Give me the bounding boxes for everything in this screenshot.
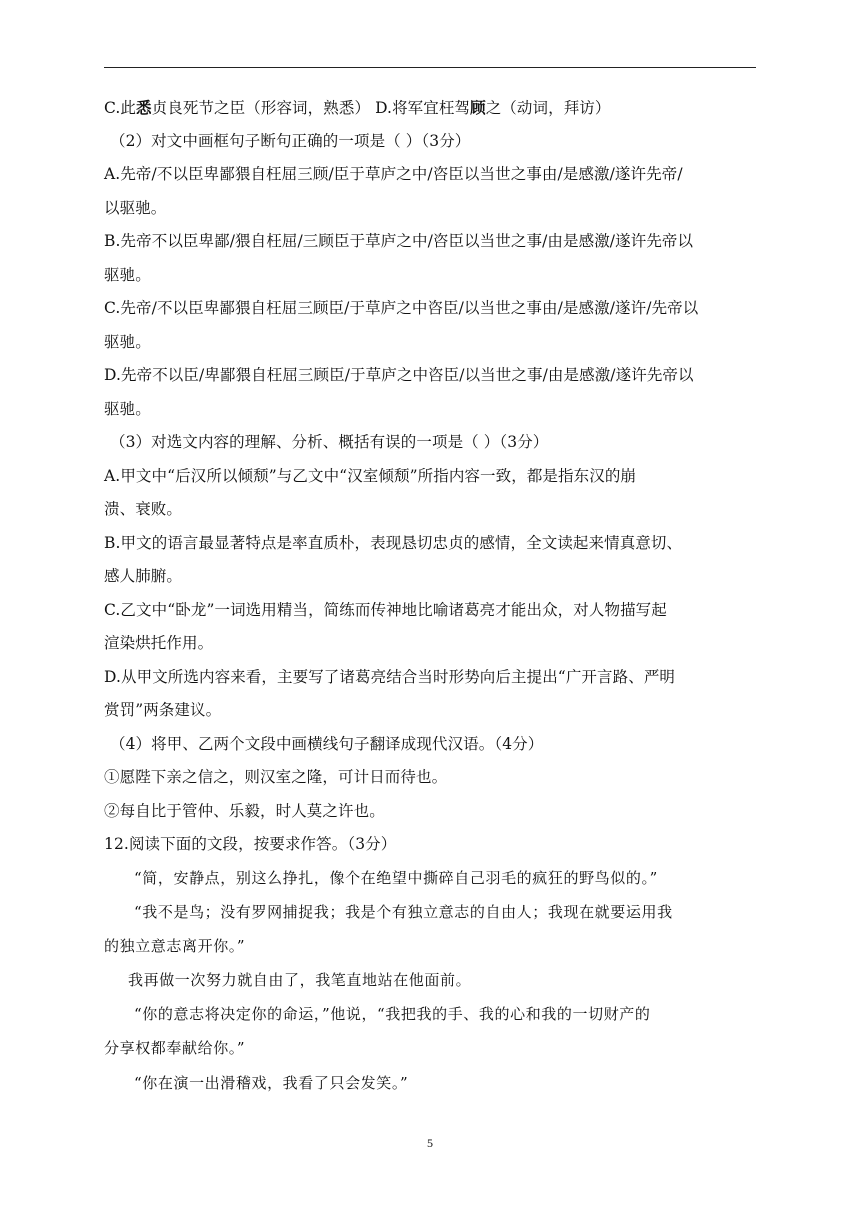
option-line: 感人肺腑。 xyxy=(104,567,183,585)
passage-line: “你在演一出滑稽戏，我看了只会发笑。” xyxy=(134,1073,409,1092)
option-text: C.此 xyxy=(104,99,137,117)
question-line: （2）对文中画框句子断句正确的一项是（ ）（3分） xyxy=(110,131,471,150)
passage-line: 分享权都奉献给你。” xyxy=(104,1039,246,1058)
passage-line: 的独立意志离开你。” xyxy=(104,936,246,955)
option-line: 驱驰。 xyxy=(104,332,151,351)
question-line: （4）将甲、乙两个文段中画横线句子翻译成现代汉语。（4分） xyxy=(110,734,544,753)
passage-line: 我再做一次努力就自由了，我笔直地站在他面前。 xyxy=(128,971,472,990)
option-line: 以驱驰。 xyxy=(104,198,167,217)
document-body xyxy=(104,96,764,1106)
option-line: C.先帝/不以臣卑鄙猥自枉屈三顾臣/于草庐之中咨臣/以当世之事由/是感激/遂许/先帝以 xyxy=(104,299,699,317)
option-line: 溃、衰败。 xyxy=(104,500,183,518)
option-line: D.先帝不以臣/卑鄙猥自枉屈三顾臣/于草庐之中咨臣/以当世之事/由是感激/遂许先帝以 xyxy=(104,366,694,384)
option-text: 贞良死节之臣（形容词，熟悉） D.将军宜枉驾 xyxy=(151,99,471,117)
passage-line: “简，安静点，别这么挣扎，像个在绝望中撕碎自己羽毛的疯狂的野鸟似的。” xyxy=(134,868,658,887)
option-line: 12.阅读下面的文段，按要求作答。（3分） xyxy=(104,835,397,853)
option-line: A.先帝/不以臣卑鄙猥自枉屈三顾/臣于草庐之中/咨臣以当世之事由/是感激/遂许先帝/ xyxy=(104,165,683,183)
option-line: 驱驰。 xyxy=(104,265,151,284)
option-line: A.甲文中“后汉所以倾颓”与乙文中“汉室倾颓”所指内容一致，都是指东汉的崩 xyxy=(104,466,637,485)
option-line: B.先帝不以臣卑鄙/猥自枉屈/三顾臣于草庐之中/咨臣以当世之事/由是感激/遂许先帝以 xyxy=(104,232,694,250)
emphasized-char: 悉 xyxy=(136,98,152,117)
option-line: 赏罚”两条建议。 xyxy=(104,701,222,719)
option-line: D.从甲文所选内容来看，主要写了诸葛亮结合当时形势向后主提出“广开言路、严明 xyxy=(104,667,676,686)
option-line: 渲染烘托作用。 xyxy=(104,634,214,652)
question-line: （3）对选文内容的理解、分析、概括有误的一项是（ ）（3分） xyxy=(110,433,549,451)
option-text: 之（动词，拜访） xyxy=(485,99,611,117)
option-line xyxy=(104,96,764,130)
option-line: ①愿陛下亲之信之，则汉室之隆，可计日而待也。 xyxy=(104,768,448,786)
passage-line: “你的意志将决定你的命运，”他说，“我把我的手、我的心和我的一切财产的 xyxy=(134,1005,651,1024)
option-line: B.甲文的语言最显著特点是率直质朴，表现恳切忠贞的感情，全文读起来情真意切、 xyxy=(104,533,683,552)
page-number: 5 xyxy=(427,1136,433,1150)
option-line: ②每自比于管仲、乐毅，时人莫之许也。 xyxy=(104,801,385,820)
header-rule xyxy=(104,67,756,68)
option-line: C.乙文中“卧龙”一词选用精当，简练而传神地比喻诸葛亮才能出众，对人物描写起 xyxy=(104,600,667,619)
option-line: 驱驰。 xyxy=(104,399,151,418)
passage-line: “我不是鸟；没有罗网捕捉我；我是个有独立意志的自由人；我现在就要运用我 xyxy=(134,902,673,921)
emphasized-char: 顾 xyxy=(470,98,486,117)
